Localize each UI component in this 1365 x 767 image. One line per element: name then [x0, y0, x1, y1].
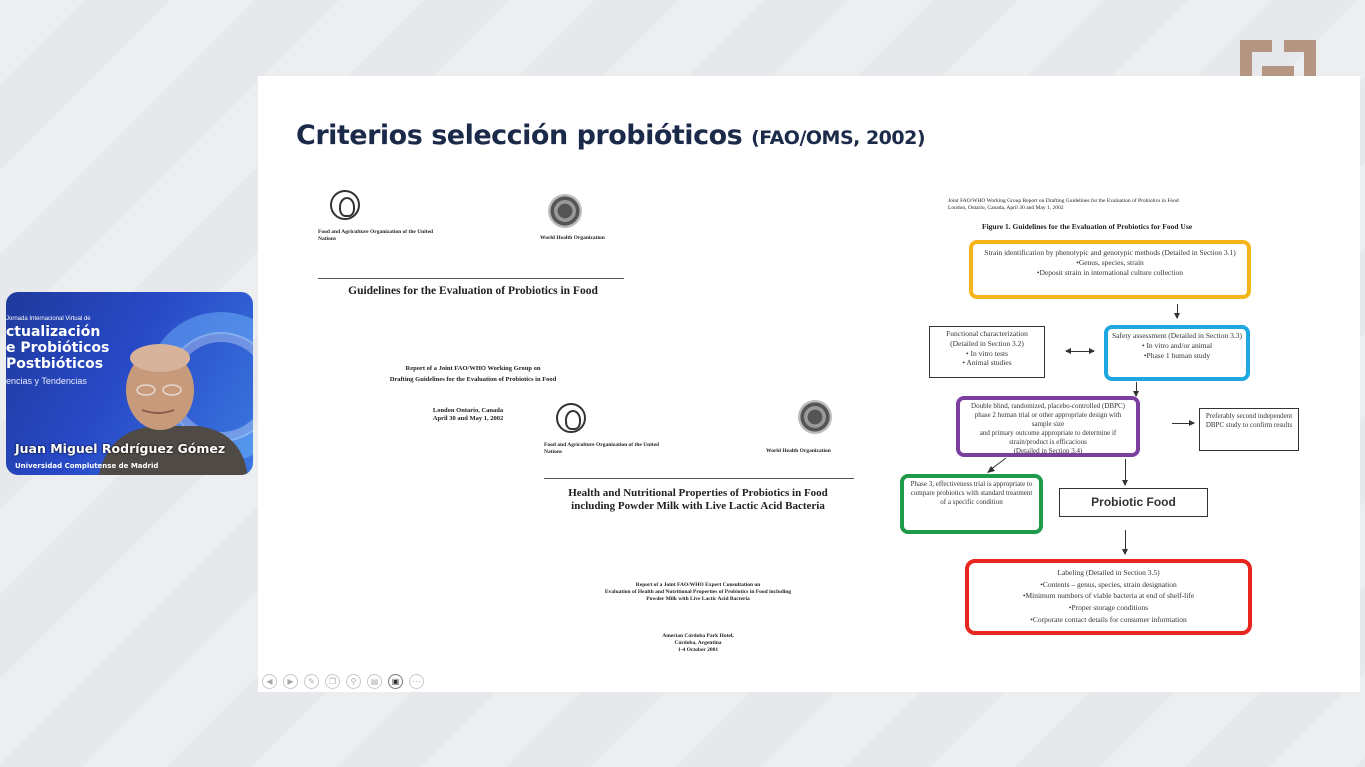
event-title-line1: ctualización	[6, 324, 101, 340]
doc2-city: Córdoba, Argentina	[674, 640, 722, 646]
strain-id-line: •Deposit strain in international culture collection	[1036, 267, 1184, 277]
who-emblem-icon	[548, 194, 582, 228]
arrow-down	[1125, 530, 1126, 554]
doc1-fao-label: Food and Agriculture Organization of the United Nations	[318, 229, 434, 243]
event-title-line3: Postbióticos	[6, 356, 104, 372]
zoom-icon[interactable]: ⚲	[346, 674, 361, 689]
slide-title-sub: (FAO/OMS, 2002)	[751, 127, 926, 149]
phase3-line: Phase 3, effectiveness trial is appropriate to compare probiotics with standard treatment of a specific condition	[910, 480, 1033, 507]
dbpc-line: Double blind, randomized, placebo-controlled (DBPC) phase 2 human trial or other appropriate design with sample size	[971, 402, 1125, 429]
next-icon[interactable]: ▶	[283, 674, 298, 689]
arrow-down	[1125, 459, 1126, 485]
functional-line: (Detailed in Section 3.2)	[950, 338, 1024, 348]
doc1-report-line1: Report of a Joint FAO/WHO Working Group on	[405, 365, 541, 372]
second-dbpc-box	[1199, 408, 1299, 451]
functional-line: Functional characterization	[946, 329, 1028, 338]
event-title-line2: e Probióticos	[6, 340, 110, 356]
fao-emblem-icon	[330, 190, 360, 220]
presentation-slide	[258, 76, 1360, 692]
safety-line: •Phase 1 human study	[1143, 350, 1211, 360]
doc1-divider	[318, 278, 624, 279]
doc2-fao-label: Food and Agriculture Organization of the United Nations	[544, 442, 660, 456]
arrow-down	[1136, 382, 1137, 396]
figure-header-line2: London, Ontario, Canada, April 30 and May 1, 2002	[948, 205, 1064, 211]
slide-title	[296, 120, 925, 151]
arrow-down-left	[986, 457, 1010, 475]
second-dbpc-line: Preferably second independent DBPC study to confirm results	[1205, 412, 1293, 430]
labeling-line: •Contents – genus, species, strain designation	[1040, 579, 1177, 589]
event-small-label: Jornada Internacional Virtual de	[6, 316, 91, 322]
dbpc-line: (Detailed in Section 3.4)	[1013, 447, 1083, 456]
doc2-who-label: World Health Organization	[766, 448, 831, 454]
figure-header-line1: Joint FAO/WHO Working Group Report on Drafting Guidelines for the Evaluation of Probiotics in Food	[948, 198, 1179, 204]
doc1-location: London Ontario, Canada	[432, 407, 504, 414]
doc1-report-line2: Drafting Guidelines for the Evaluation of Probiotics in Food	[389, 376, 557, 383]
dbpc-line: and primary outcome appropriate to determine if strain/product is efficacious	[979, 429, 1117, 447]
speaker-video[interactable]	[6, 292, 253, 475]
doc1-title: Guidelines for the Evaluation of Probiotics in Food	[348, 285, 598, 297]
doc2-report-line1: Report of a Joint FAO/WHO Expert Consultation on	[635, 582, 761, 588]
doc1-date: April 30 and May 1, 2002	[432, 415, 504, 422]
doc2-date: 1-4 October 2001	[677, 647, 719, 653]
more-icon[interactable]: ⋯	[409, 674, 424, 689]
functional-line: • Animal studies	[962, 358, 1012, 368]
fao-emblem-icon-2	[556, 403, 586, 433]
arrow-down	[1177, 304, 1178, 318]
presentation-toolbar	[262, 674, 424, 690]
event-subtitle: encias y Tendencias	[6, 376, 87, 386]
probiotic-food-label: Probiotic Food	[1091, 495, 1176, 509]
previous-icon[interactable]: ◀	[262, 674, 277, 689]
arrow-right	[1172, 423, 1194, 424]
subtitles-icon[interactable]: ▤	[367, 674, 382, 689]
doc2-report-line3: Powder Milk with Live Lactic Acid Bacteria	[646, 596, 750, 602]
speaker-organization: Universidad Complutense de Madrid	[15, 462, 159, 470]
doc1-who-label: World Health Organization	[540, 235, 605, 241]
speaker-name: Juan Miguel Rodríguez Gómez	[15, 441, 226, 456]
arrow-both	[1066, 351, 1094, 352]
slide-title-main: Criterios selección probióticos	[296, 120, 743, 151]
strain-id-line: •Genus, species, strain	[1076, 257, 1144, 267]
pen-icon[interactable]: ✎	[304, 674, 319, 689]
labeling-line: •Proper storage conditions	[1068, 602, 1149, 612]
dbpc-trial-box	[956, 396, 1140, 457]
figure-title: Figure 1. Guidelines for the Evaluation of Probiotics for Food Use	[982, 222, 1193, 231]
labeling-line: Labeling (Detailed in Section 3.5)	[1057, 568, 1160, 577]
safety-line: Safety assessment (Detailed in Section 3.3)	[1112, 331, 1242, 340]
labeling-box	[965, 559, 1252, 635]
doc2-venue: Amerian Córdoba Park Hotel,	[662, 633, 734, 639]
doc2-divider	[544, 478, 854, 479]
probiotic-food-box	[1059, 488, 1208, 517]
functional-characterization-box	[929, 326, 1045, 378]
labeling-line: •Minimum numbers of viable bacteria at end of shelf-life	[1022, 591, 1195, 601]
safety-assessment-box	[1104, 325, 1250, 381]
who-emblem-icon-2	[798, 400, 832, 434]
labeling-line: •Corporate contact details for consumer information	[1030, 614, 1187, 624]
camera-icon[interactable]: ▣	[388, 674, 403, 689]
strain-identification-box	[969, 240, 1251, 299]
phase3-trial-box	[900, 474, 1043, 534]
functional-line: • In vitro tests	[966, 348, 1008, 358]
doc2-report-line2: Evaluation of Health and Nutritional Properties of Probiotics in Food including	[604, 589, 792, 595]
copy-icon[interactable]: ❐	[325, 674, 340, 689]
doc2-title: Health and Nutritional Properties of Probiotics in Food including Powder Milk with Live Lactic Acid Bacteria	[568, 487, 828, 512]
safety-line: • In vitro and/or animal	[1141, 340, 1213, 350]
event-title	[6, 324, 109, 372]
strain-id-line: Strain identification by phenotypic and genotypic methods (Detailed in Section 3.1)	[984, 248, 1236, 257]
